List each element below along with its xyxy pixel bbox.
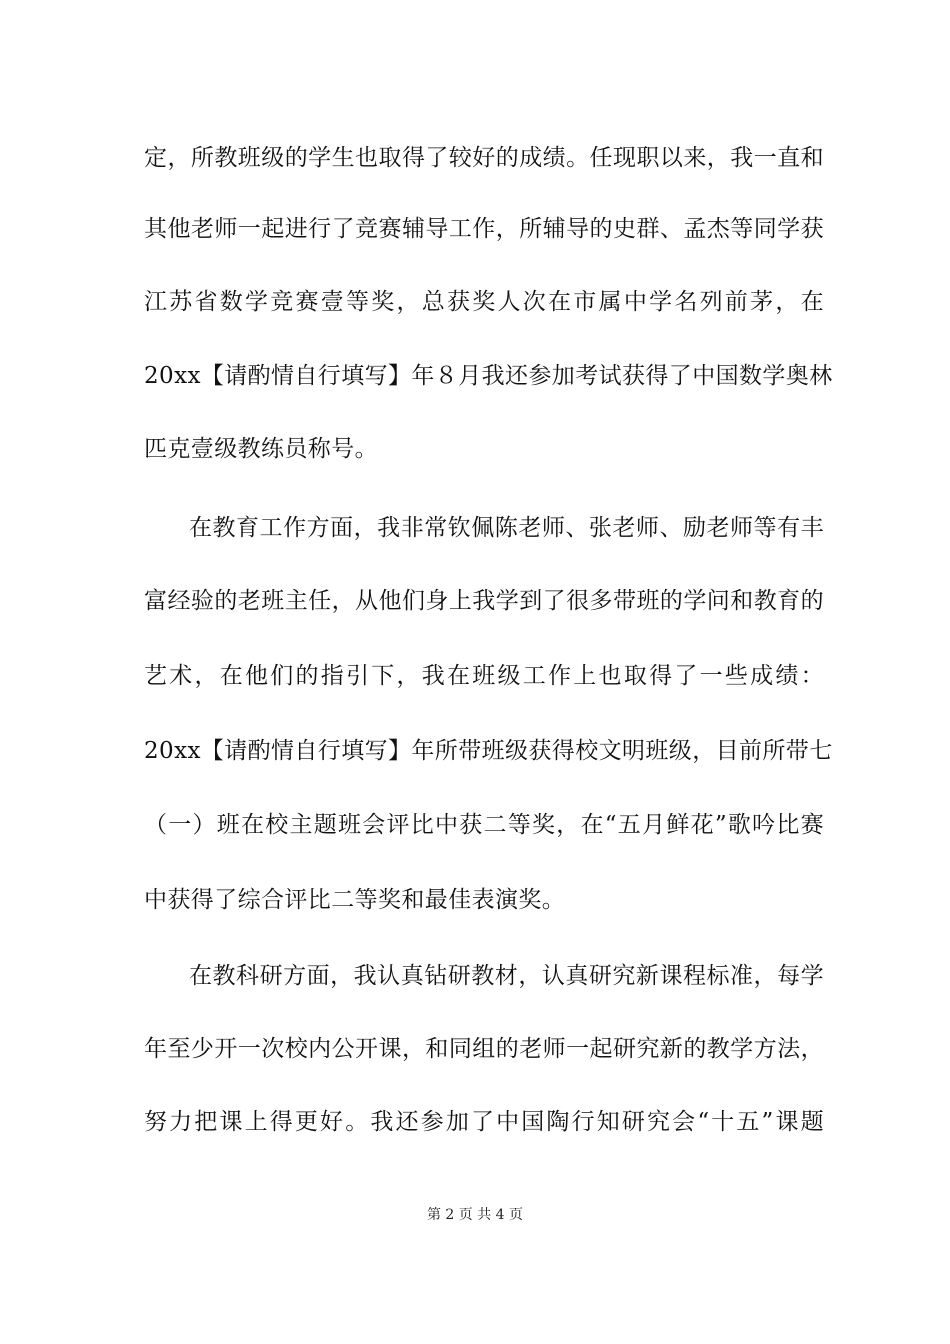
page-number-footer: 第 2 页 共 4 页 <box>426 1207 524 1223</box>
body-text-line: （一）班在校主题班会评比中获二等奖，在“五月鲜花”歌吟比赛 <box>144 812 824 838</box>
body-text-line: 富经验的老班主任，从他们身上我学到了很多带班的学问和教育的 <box>144 588 824 614</box>
body-text-line: 江苏省数学竞赛壹等奖，总获奖人次在市属中学名列前茅，在 <box>144 289 824 315</box>
paragraph-first-line: 在教科研方面，我认真钻研教材，认真研究新课程标准，每学 <box>189 963 824 989</box>
body-text-line: 努力把课上得更好。我还参加了中国陶行知研究会“十五”课题 <box>144 1109 824 1135</box>
body-text-line: 定，所教班级的学生也取得了较好的成绩。任现职以来，我一直和 <box>144 145 824 171</box>
body-text-line: 20xx【请酌情自行填写】年所带班级获得校文明班级，目前所带七 <box>144 738 833 764</box>
paragraph-first-line: 在教育工作方面，我非常钦佩陈老师、张老师、励老师等有丰 <box>189 515 824 541</box>
body-text-line: 中获得了综合评比二等奖和最佳表演奖。 <box>144 887 566 913</box>
body-text-line: 20xx【请酌情自行填写】年８月我还参加考试获得了中国数学奥林 <box>144 363 833 389</box>
body-text-line: 其他老师一起进行了竞赛辅导工作，所辅导的史群、孟杰等同学获 <box>144 216 824 242</box>
body-text-line: 匹克壹级教练员称号。 <box>144 436 378 462</box>
body-text-line: 艺术，在他们的指引下，我在班级工作上也取得了一些成绩： <box>144 663 824 689</box>
body-text-line: 年至少开一次校内公开课，和同组的老师一起研究新的教学方法， <box>144 1036 824 1062</box>
